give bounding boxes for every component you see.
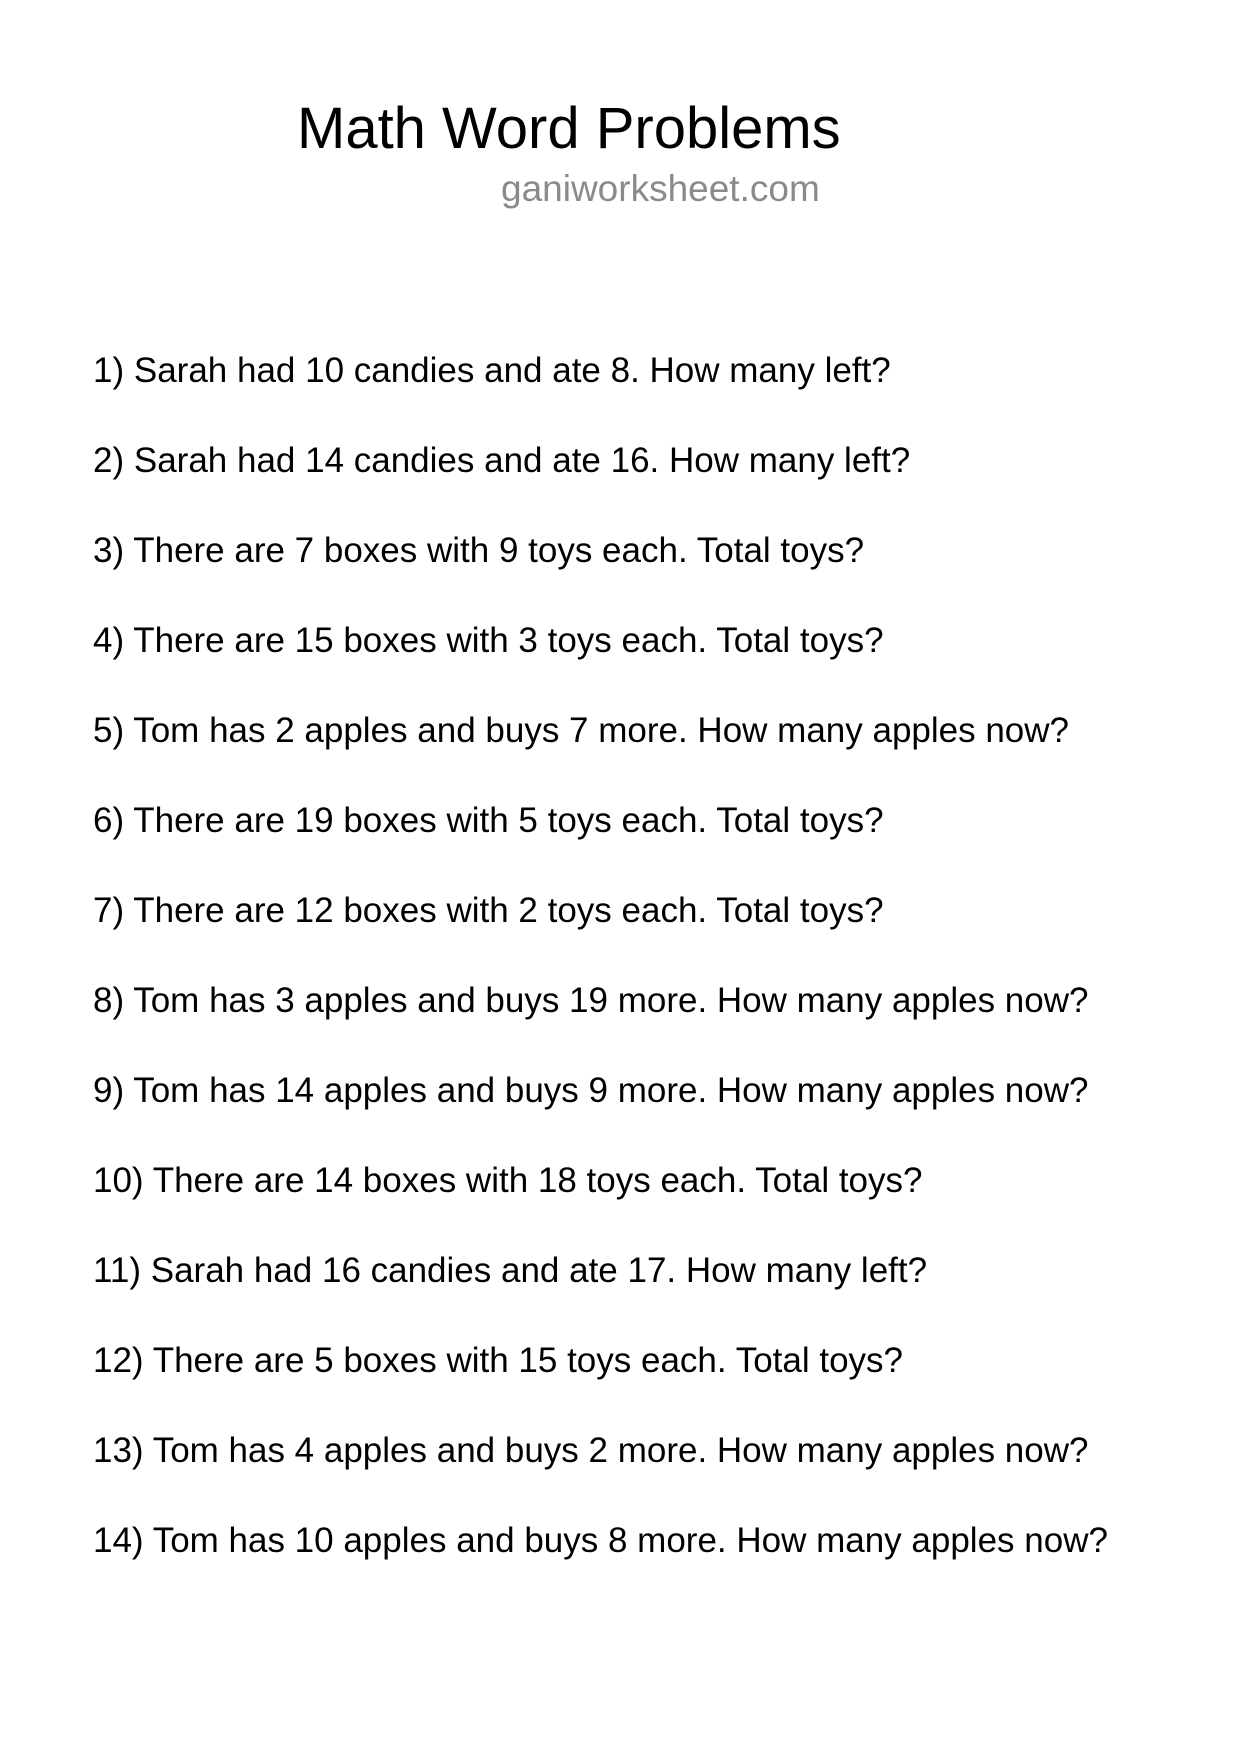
problem-text: There are 12 boxes with 2 toys each. Total toys? bbox=[133, 891, 884, 930]
problem-text: Sarah had 14 candies and ate 16. How many left? bbox=[133, 441, 911, 480]
problem-list bbox=[93, 326, 1220, 1586]
problem-item-10 bbox=[93, 1136, 1220, 1226]
problem-text: Tom has 2 apples and buys 7 more. How many apples now? bbox=[133, 711, 1070, 750]
problem-text: There are 5 boxes with 15 toys each. Total toys? bbox=[152, 1341, 904, 1380]
problem-number: 1) bbox=[93, 351, 125, 390]
problem-number: 9) bbox=[93, 1071, 125, 1110]
problem-item-5 bbox=[93, 686, 1220, 776]
problem-number: 7) bbox=[93, 891, 125, 930]
problem-text: Tom has 4 apples and buys 2 more. How many apples now? bbox=[152, 1431, 1089, 1470]
problem-number: 8) bbox=[93, 981, 125, 1020]
problem-item-8 bbox=[93, 956, 1220, 1046]
problem-number: 14) bbox=[93, 1521, 144, 1560]
problem-number: 3) bbox=[93, 531, 125, 570]
problem-text: There are 14 boxes with 18 toys each. Total toys? bbox=[152, 1161, 923, 1200]
page-title: Math Word Problems bbox=[297, 96, 841, 161]
problem-text: Sarah had 16 candies and ate 17. How many left? bbox=[150, 1251, 928, 1290]
problem-text: There are 19 boxes with 5 toys each. Total toys? bbox=[133, 801, 884, 840]
problem-item-6 bbox=[93, 776, 1220, 866]
problem-text: Tom has 10 apples and buys 8 more. How many apples now? bbox=[152, 1521, 1108, 1560]
problem-item-2 bbox=[93, 416, 1220, 506]
problem-number: 10) bbox=[93, 1161, 144, 1200]
problem-item-13 bbox=[93, 1406, 1220, 1496]
problem-number: 12) bbox=[93, 1341, 144, 1380]
problem-item-1 bbox=[93, 326, 1220, 416]
problem-text: Tom has 3 apples and buys 19 more. How many apples now? bbox=[133, 981, 1089, 1020]
problem-number: 2) bbox=[93, 441, 125, 480]
problem-text: There are 15 boxes with 3 toys each. Total toys? bbox=[133, 621, 884, 660]
problem-number: 11) bbox=[93, 1251, 141, 1290]
problem-number: 6) bbox=[93, 801, 125, 840]
problem-number: 5) bbox=[93, 711, 125, 750]
problem-item-3 bbox=[93, 506, 1220, 596]
site-subtitle: ganiworksheet.com bbox=[501, 168, 820, 209]
problem-item-7 bbox=[93, 866, 1220, 956]
problem-item-14 bbox=[93, 1496, 1220, 1586]
problem-text: There are 7 boxes with 9 toys each. Total toys? bbox=[133, 531, 865, 570]
problem-number: 13) bbox=[93, 1431, 144, 1470]
problem-number: 4) bbox=[93, 621, 125, 660]
problem-item-9 bbox=[93, 1046, 1220, 1136]
problem-text: Tom has 14 apples and buys 9 more. How many apples now? bbox=[133, 1071, 1089, 1110]
problem-item-12 bbox=[93, 1316, 1220, 1406]
problem-text: Sarah had 10 candies and ate 8. How many left? bbox=[133, 351, 891, 390]
problem-item-4 bbox=[93, 596, 1220, 686]
problem-item-11 bbox=[93, 1226, 1220, 1316]
